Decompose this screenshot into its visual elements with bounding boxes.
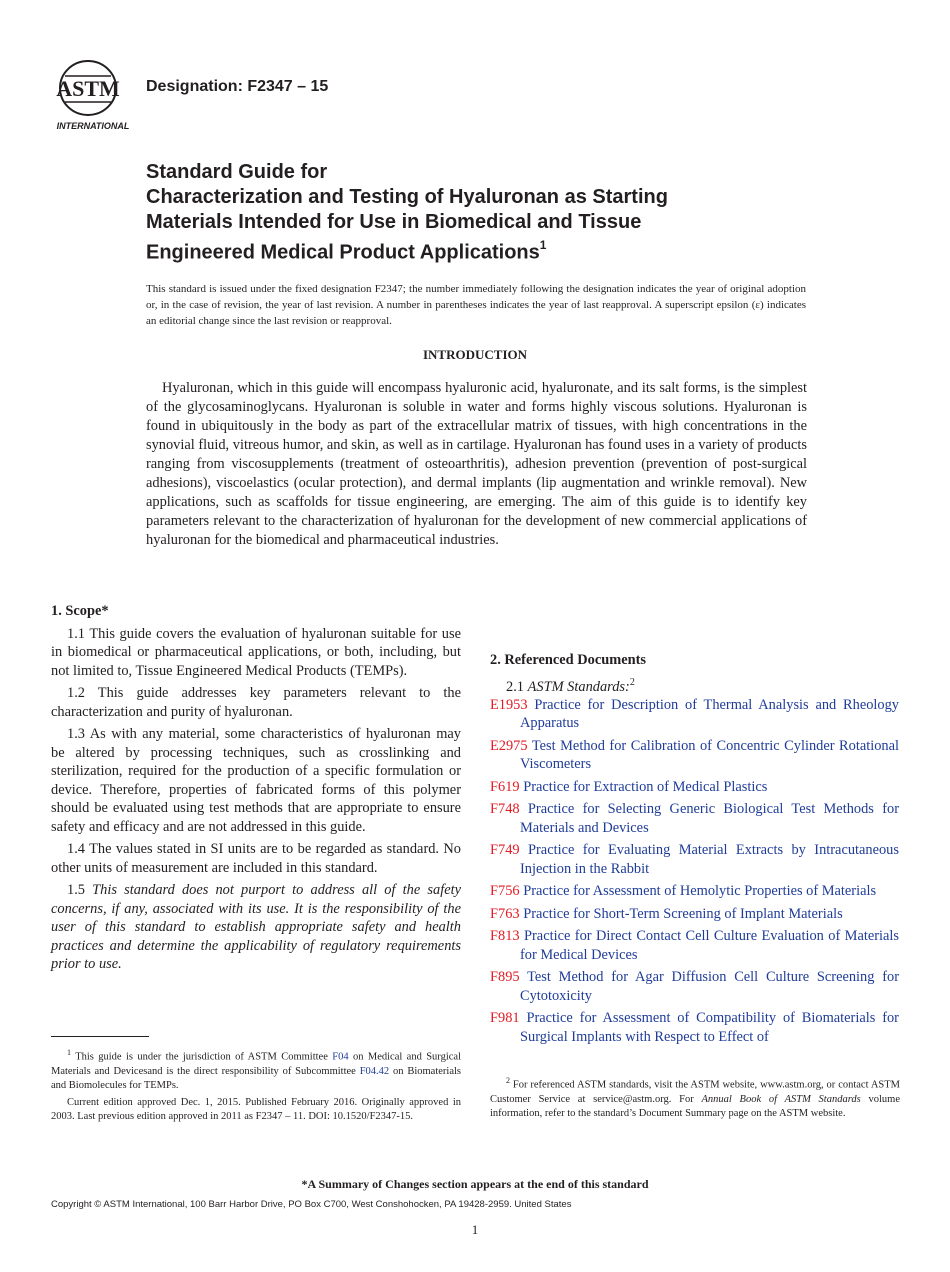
subsection-footnote-mark: 2 [629,676,635,688]
reference-title-link[interactable]: Practice for Assessment of Hemolytic Properties of Materials [523,883,877,900]
reference-code-link[interactable]: F619 [490,778,520,795]
scope-p5-number: 1.5 [67,882,85,898]
title-footnote-mark: 1 [539,238,547,252]
footnote-1-text-b: on Medical and Surgical Materials and Devicesand is the direct responsibility of Subcommittee [51,1051,462,1077]
reference-code-link[interactable]: F756 [490,883,520,900]
summary-of-changes-note: *A Summary of Changes section appears at the end of this standard [301,1177,649,1191]
reference-code-link[interactable]: E2975 [490,737,528,754]
reference-item [490,696,899,733]
reference-item [490,882,899,901]
footnote-2-text-b: volume information, refer to the standard’s Document Summary page on the ASTM website. [490,1093,901,1119]
reference-item [490,737,899,774]
scope-paragraph-safety [51,881,461,974]
footnote-2-italic: Annual Book of ASTM Standards [701,1093,861,1105]
page-number: 1 [471,1222,479,1237]
reference-title-link[interactable]: Practice for Assessment of Compatibility of Biomaterials for Surgical Implants with Respect to Effect of [520,1010,899,1045]
scope-heading: 1. Scope* [51,603,109,619]
footnote-1 [51,1046,461,1124]
scope-paragraph: 1.4 The values stated in SI units are to be regarded as standard. No other units of measurement are included in this standard. [51,841,461,876]
astm-logo [53,58,135,132]
introduction-text: Hyaluronan, which in this guide will encompass hyaluronic acid, hyaluronate, and its salt forms, is the simplest of the glycosaminoglycans. Hyaluronan is soluble in water and forms highly viscous solutions. Hyaluronan is found in ubiquitously in the body as part of the extracellular matrix of tissues, with high concentrations in the synovial fluid, vitreous humor, and skin, as well as in cartilage. Hyaluronan has found uses in a variety of products ranging from viscosupplements (treatment of osteoarthritis), adhesion prevention (prevention of post-surgical adhesions), viscoelastics (ocular protection), and dermal implants (lip augmentation and wrinkle removal). New applications, such as scaffolds for tissue engineering, are emerging. The aim of this guide is to identify key parameters relevant to the characterization of hyaluronan for the development of new commercial applications of hyaluronan for the biomedical and pharmaceutical industries. [146,380,807,548]
subsection-number: 2.1 [506,678,524,695]
scope-paragraph: 1.2 This guide addresses key parameters relevant to the characterization and purity of hyaluronan. [51,685,461,720]
title-line-2: Characterization and Testing of Hyaluronan as Starting [146,186,668,208]
footnote-2-text-a: For referenced ASTM standards, visit the ASTM website, www.astm.org, or contact ASTM Customer Service at service@astm.org. For [490,1079,900,1105]
reference-item [490,1009,899,1046]
subcommittee-link[interactable]: F04.42 [359,1065,390,1077]
issuance-notice: This standard is issued under the fixed designation F2347; the number immediately following the designation indicates the year of original adoption or, in the case of revision, the year of last revision. A number in parentheses indicates the year of last reapproval. A superscript epsilon (ε) indicates an editorial change since the last revision or reapproval. [146,283,806,327]
reference-code-link[interactable]: F895 [490,969,520,986]
reference-code-link[interactable]: F763 [490,905,520,922]
reference-item [490,927,899,964]
left-column [51,602,461,978]
reference-code-link[interactable]: F748 [490,801,520,818]
reference-code-link[interactable]: F749 [490,842,520,859]
reference-title-link[interactable]: Practice for Short-Term Screening of Implant Materials [523,905,843,922]
reference-code-link[interactable]: F981 [490,1010,520,1027]
reference-title-link[interactable]: Test Method for Calibration of Concentric Cylinder Rotational Viscometers [520,737,899,773]
document-title [146,160,826,266]
edition-note: Current edition approved Dec. 1, 2015. Published February 2016. Originally approved in 2003. Last previous edition approved in 2011 as F2347 – 11. DOI: 10.1520/F2347-15. [51,1096,461,1122]
reference-title-link[interactable]: Practice for Description of Thermal Analysis and Rheology Apparatus [520,696,899,732]
reference-item [490,968,899,1005]
footnote-1-mark: 1 [67,1048,71,1057]
scope-paragraph: 1.3 As with any material, some characteristics of hyaluronan may be altered by processing techniques, such as crosslinking and sterilization, required for the production of a specific formulation or device. Therefore, properties of fabricated forms of this polymer should be evaluated using test methods that are appropriate to ensure safety and efficacy and are not addressed in this guide. [51,726,461,835]
reference-title-link[interactable]: Practice for Selecting Generic Biological Test Methods for Materials and Devices [520,801,899,836]
subsection-label: ASTM Standards: [527,678,630,695]
reference-title-link[interactable]: Practice for Extraction of Medical Plastics [523,778,768,795]
footnote-2-mark: 2 [506,1076,510,1085]
logo-text: ASTM [56,76,120,101]
scope-paragraph: 1.1 This guide covers the evaluation of hyaluronan suitable for use in biomedical or pharmaceutical applications, or both, including, but not limited to, Tissue Engineered Medical Products (TEMPs). [51,625,461,679]
reference-item [490,841,899,878]
footnote-1-text-a: This guide is under the jurisdiction of ASTM Committee [75,1051,328,1063]
astm-standards-subheading [490,674,899,696]
right-column [490,602,899,1050]
introduction-heading: INTRODUCTION [422,347,527,362]
committee-link[interactable]: F04 [332,1051,349,1063]
reference-item [490,778,899,797]
references-heading: 2. Referenced Documents [490,652,646,668]
footnote-divider [51,1036,149,1037]
title-line-4: Engineered Medical Product Applications [146,241,540,264]
reference-title-link[interactable]: Test Method for Agar Diffusion Cell Culture Screening for Cytotoxicity [520,969,899,1004]
reference-title-link[interactable]: Practice for Evaluating Material Extracts by Intracutaneous Injection in the Rabbit [520,842,899,877]
reference-item [490,800,899,837]
footnote-2 [490,1074,900,1121]
reference-code-link[interactable]: E1953 [490,696,528,713]
reference-title-link[interactable]: Practice for Direct Contact Cell Culture Evaluation of Materials for Medical Devices [520,928,899,963]
designation: Designation: F2347 – 15 [146,78,329,95]
copyright: Copyright © ASTM International, 100 Barr Harbor Drive, PO Box C700, West Conshohocken, PA 19428-2959. United States [51,1199,572,1210]
scope-p5-text: This standard does not purport to address all of the safety concerns, if any, associated with its use. It is the responsibility of the user of this standard to establish appropriate safety and health practices and determine the applicability of regulatory requirements prior to use. [51,882,461,972]
title-line-1: Standard Guide for [146,161,328,183]
logo-subtext: INTERNATIONAL [56,121,130,131]
title-line-3: Materials Intended for Use in Biomedical and Tissue [146,211,642,233]
reference-list [490,696,899,1047]
footnote-1-text-c: on Biomaterials and Biomolecules for TEMPs. [51,1065,461,1091]
reference-code-link[interactable]: F813 [490,928,520,945]
reference-item [490,905,899,924]
